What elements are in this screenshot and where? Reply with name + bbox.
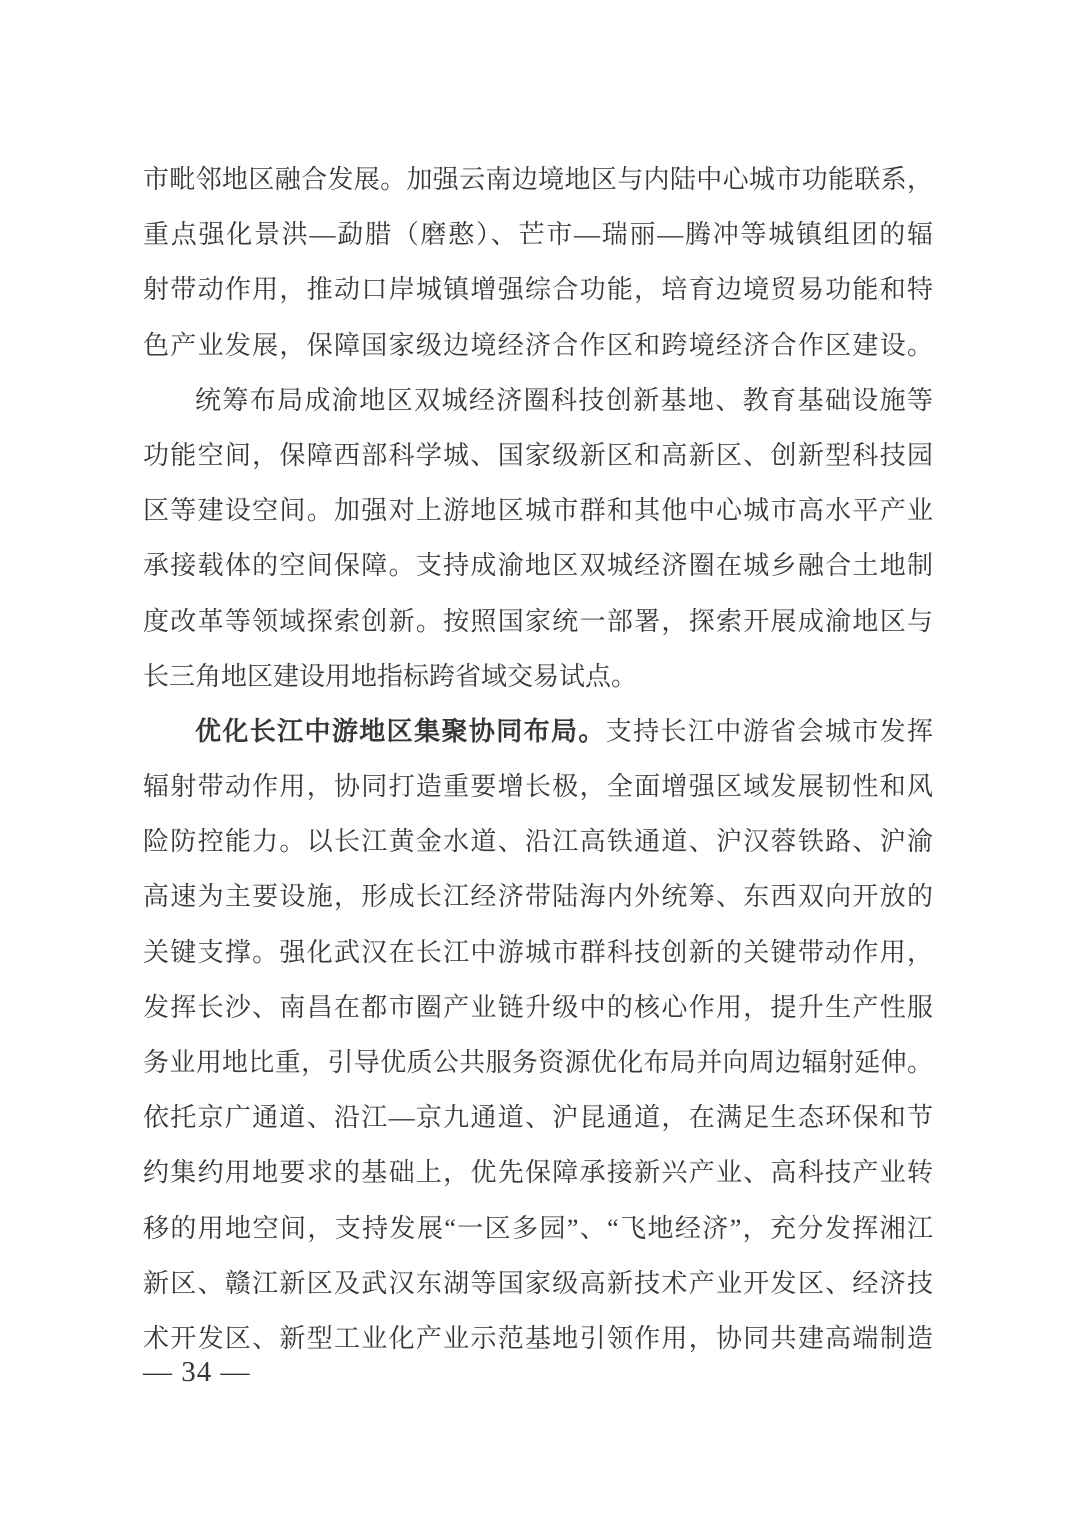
- body-text-segment: 移的用地空间，支持发展“一区多园”、“飞地经济”，充分发挥湘江: [143, 1213, 933, 1243]
- text-line: [143, 152, 933, 207]
- text-line: [143, 594, 933, 649]
- text-line: [143, 1035, 933, 1090]
- text-line: [143, 483, 933, 538]
- text-line: [143, 980, 933, 1035]
- text-line: [143, 262, 933, 317]
- bold-lead-text: 优化长江中游地区集聚协同布局。: [195, 716, 606, 746]
- text-line: [143, 1201, 933, 1256]
- text-line: [143, 814, 933, 869]
- text-line: [143, 207, 933, 262]
- text-line: [143, 318, 933, 373]
- text-line: [143, 759, 933, 814]
- document-body: [143, 152, 933, 1366]
- text-line: [143, 649, 933, 704]
- body-text-segment: 术开发区、新型工业化产业示范基地引领作用，协同共建高端制造: [143, 1323, 933, 1353]
- body-text-segment: 关键支撑。强化武汉在长江中游城市群科技创新的关键带动作用，: [143, 937, 933, 967]
- body-text-segment: 高速为主要设施，形成长江经济带陆海内外统筹、东西双向开放的: [143, 882, 933, 912]
- body-text-segment: 区等建设空间。加强对上游地区城市群和其他中心城市高水平产业: [143, 496, 933, 526]
- body-text-segment: 务业用地比重，引导优质公共服务资源优化布局并向周边辐射延伸。: [143, 1048, 933, 1077]
- text-line: [143, 1256, 933, 1311]
- body-text-segment: 发挥长沙、南昌在都市圈产业链升级中的核心作用，提升生产性服: [143, 992, 933, 1022]
- body-text-segment: 重点强化景洪—勐腊（磨憨）、芒市—瑞丽—腾冲等城镇组团的辐: [143, 220, 933, 250]
- body-text-segment: 支持长江中游省会城市发挥: [605, 716, 933, 746]
- body-text-segment: 功能空间，保障西部科学城、国家级新区和高新区、创新型科技园: [143, 440, 933, 470]
- text-line: [143, 1090, 933, 1145]
- text-line: [143, 925, 933, 980]
- text-line: [143, 1145, 933, 1200]
- page-number: — 34 —: [143, 1356, 251, 1388]
- body-text-segment: 射带动作用，推动口岸城镇增强综合功能，培育边境贸易功能和特: [143, 275, 933, 305]
- body-text-segment: 约集约用地要求的基础上，优先保障承接新兴产业、高科技产业转: [143, 1158, 933, 1188]
- body-text-segment: 辐射带动作用，协同打造重要增长极，全面增强区域发展韧性和风: [143, 772, 933, 802]
- body-text-segment: 统筹布局成渝地区双城经济圈科技创新基地、教育基础设施等: [195, 385, 933, 415]
- text-line: [143, 869, 933, 924]
- body-text-segment: 新区、赣江新区及武汉东湖等国家级高新技术产业开发区、经济技: [143, 1268, 933, 1298]
- text-line: [143, 428, 933, 483]
- body-text-segment: 险防控能力。以长江黄金水道、沿江高铁通道、沪汉蓉铁路、沪渝: [143, 827, 933, 857]
- text-line: [143, 538, 933, 593]
- text-line: [143, 373, 933, 428]
- body-text-segment: 长三角地区建设用地指标跨省域交易试点。: [143, 661, 638, 691]
- text-line: [143, 1311, 933, 1366]
- body-text-segment: 色产业发展，保障国家级边境经济合作区和跨境经济合作区建设。: [143, 330, 933, 360]
- body-text-segment: 市毗邻地区融合发展。加强云南边境地区与内陆中心城市功能联系，: [143, 165, 933, 194]
- text-line: [143, 704, 933, 759]
- body-text-segment: 依托京广通道、沿江—京九通道、沪昆通道，在满足生态环保和节: [143, 1103, 933, 1133]
- body-text-segment: 度改革等领域探索创新。按照国家统一部署，探索开展成渝地区与: [143, 606, 933, 636]
- body-text-segment: 承接载体的空间保障。支持成渝地区双城经济圈在城乡融合土地制: [143, 551, 933, 581]
